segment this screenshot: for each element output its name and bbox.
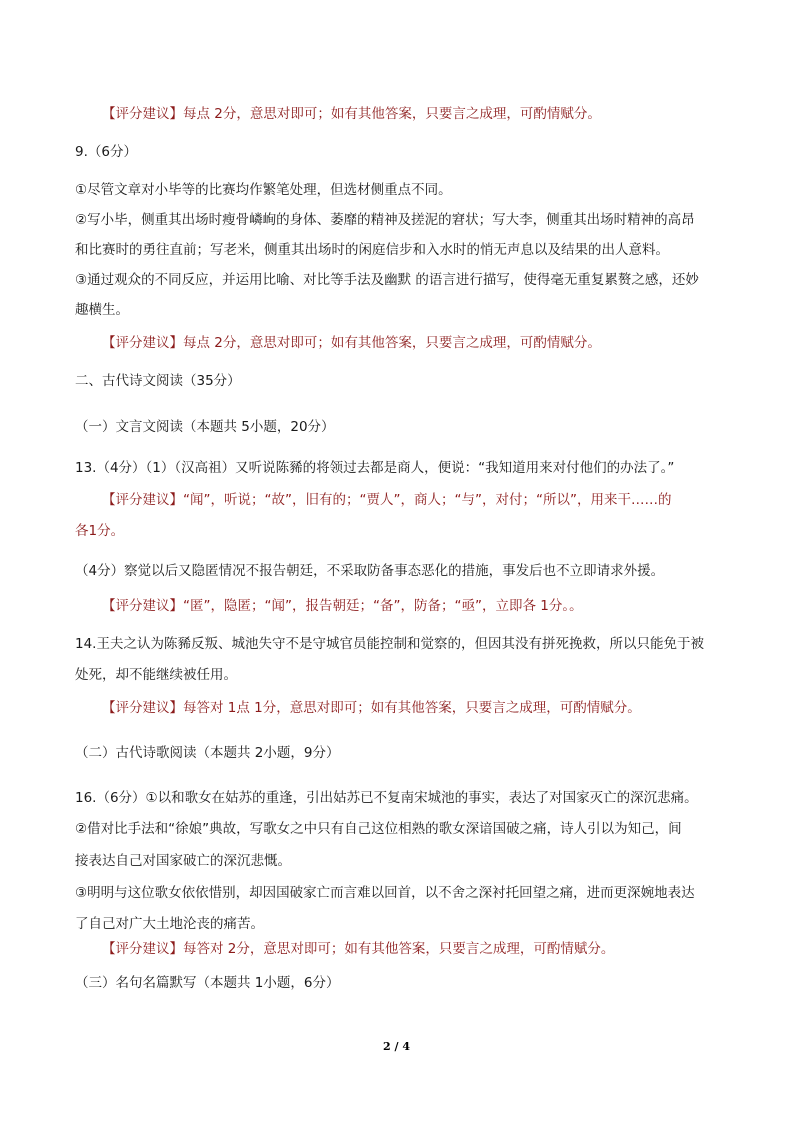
subsection-heading: （三）名句名篇默写（本题共 1小题，6分） [75,975,340,991]
answer-line: 16.（6分）①以和歌女在姑苏的重逢，引出姑苏已不复南宋城池的事实，表达了对国家灭亡的深沉悲痛。 [75,790,698,806]
scoring-note: 【评分建议】每点 2分，意思对即可；如有其他答案，只要言之成理，可酌情赋分。 [102,106,601,122]
answer-line: 趣横生。 [75,302,129,318]
answer-line: 13.（4分）（1）（汉高祖）又听说陈豨的将领过去都是商人，便说：“我知道用来对付他们的办法了。” [75,460,675,476]
question-heading: 9.（6分） [75,144,137,160]
scoring-note: 各1分。 [75,523,125,539]
answer-line: ②写小毕，侧重其出场时瘦骨嶙峋的身体、萎靡的精神及搓泥的窘状；写大李，侧重其出场时精神的高昂 [75,212,695,228]
answer-line: 接表达自己对国家破亡的深沉悲慨。 [75,853,291,869]
scoring-note: 【评分建议】“闻”，听说；“故”，旧有的；“贾人”，商人；“与”，对付；“所以”，用来干……的 [102,492,672,508]
page-number: 2 / 4 [383,1040,410,1053]
scoring-note: 【评分建议】每答对 2分，意思对即可；如有其他答案，只要言之成理，可酌情赋分。 [102,941,615,957]
scoring-note: 【评分建议】每答对 1点 1分，意思对即可；如有其他答案，只要言之成理，可酌情赋分。 [102,700,641,716]
answer-line: ③通过观众的不同反应，并运用比喻、对比等手法及幽默 的语言进行描写，使得毫无重复累赘之感，还妙 [75,272,699,288]
section-heading: 二、古代诗文阅读（35分） [75,373,241,389]
answer-line: ①尽管文章对小毕等的比赛均作繁笔处理，但选材侧重点不同。 [75,182,452,198]
answer-line: 了自己对广大土地沦丧的痛苦。 [75,916,264,932]
answer-line: （4分）察觉以后又隐匿情况不报告朝廷，不采取防备事态恶化的措施，事发后也不立即请求外援。 [75,563,665,579]
scoring-note: 【评分建议】每点 2分，意思对即可；如有其他答案，只要言之成理，可酌情赋分。 [102,335,601,351]
answer-line: 和比赛时的勇往直前；写老米，侧重其出场时的闲庭信步和入水时的悄无声息以及结果的出人意料。 [75,242,669,258]
answer-line: 处死，却不能继续被任用。 [75,667,237,683]
answer-line: ②借对比手法和“徐娘”典故，写歌女之中只有自己这位相熟的歌女深谙国破之痛，诗人引以为知己，间 [75,821,682,837]
subsection-heading: （二）古代诗歌阅读（本题共 2小题，9分） [75,745,340,761]
subsection-heading: （一）文言文阅读（本题共 5小题，20分） [75,419,335,435]
scoring-note: 【评分建议】“匿”，隐匿；“闻”，报告朝廷；“备”，防备；“亟”，立即各 1分。。 [102,598,583,614]
answer-line: 14.王夫之认为陈豨反叛、城池失守不是守城官员能控制和觉察的，但因其没有拼死挽救，所以只能免于被 [75,636,704,652]
answer-line: ③明明与这位歌女依依惜别，却因国破家亡而言难以回首，以不舍之深衬托回望之痛，进而更深婉地表达 [75,885,695,901]
